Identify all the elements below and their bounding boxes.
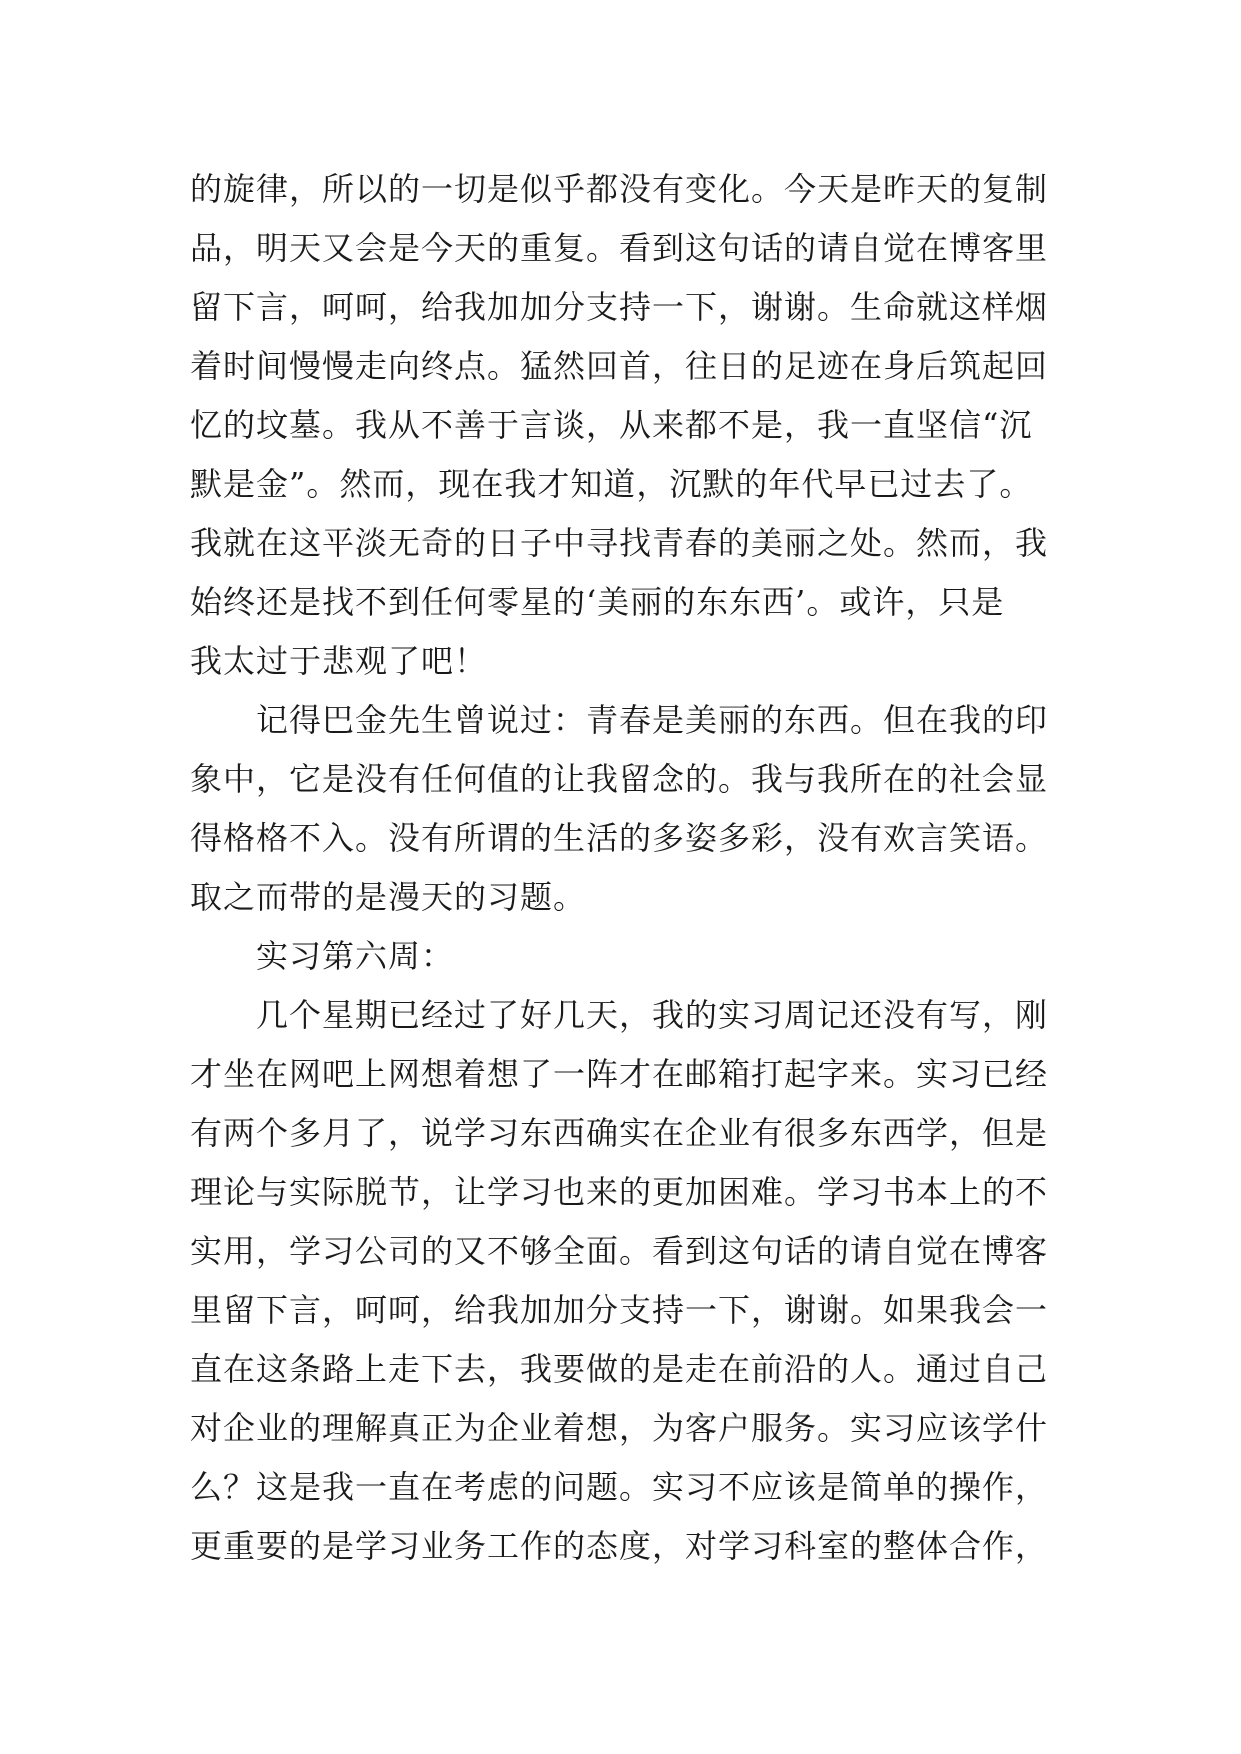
text-line: 的旋律，所以的一切是似乎都没有变化。今天是昨天的复制	[190, 170, 1049, 208]
text-line: 始终还是找不到任何零星的‘美丽的东东西’。或许，只是	[190, 583, 1005, 621]
text-line: 么？这是我一直在考虑的问题。实习不应该是简单的操作，	[190, 1468, 1049, 1506]
body-text	[190, 160, 1070, 1576]
text-line: 忆的坟墓。我从不善于言谈，从来都不是，我一直坚信“沉	[190, 406, 1033, 444]
paragraph-first-line: 几个星期已经过了好几天，我的实习周记还没有写，刚	[256, 996, 1049, 1034]
text-line: 理论与实际脱节，让学习也来的更加困难。学习书本上的不	[190, 1173, 1049, 1211]
text-line: 默是金”。然而，现在我才知道，沉默的年代早已过去了。	[190, 465, 1033, 503]
text-line: 象中，它是没有任何值的让我留念的。我与我所在的社会显	[190, 760, 1049, 798]
text-line: 我就在这平淡无奇的日子中寻找青春的美丽之处。然而，我	[190, 524, 1049, 562]
text-line: 留下言，呵呵，给我加加分支持一下，谢谢。生命就这样烟	[190, 288, 1049, 326]
text-line: 更重要的是学习业务工作的态度，对学习科室的整体合作，	[190, 1527, 1049, 1565]
text-line: 里留下言，呵呵，给我加加分支持一下，谢谢。如果我会一	[190, 1291, 1049, 1329]
text-line: 得格格不入。没有所谓的生活的多姿多彩，没有欢言笑语。	[190, 819, 1049, 857]
text-line: 我太过于悲观了吧！	[190, 642, 488, 680]
text-line: 才坐在网吧上网想着想了一阵才在邮箱打起字来。实习已经	[190, 1055, 1049, 1093]
text-line: 有两个多月了，说学习东西确实在企业有很多东西学，但是	[190, 1114, 1049, 1152]
text-line: 品，明天又会是今天的重复。看到这句话的请自觉在博客里	[190, 229, 1049, 267]
text-line: 对企业的理解真正为企业着想，为客户服务。实习应该学什	[190, 1409, 1049, 1447]
text-line: 取之而带的是漫天的习题。	[190, 878, 587, 916]
paragraph-first-line: 记得巴金先生曾说过：青春是美丽的东西。但在我的印	[256, 701, 1049, 739]
text-line: 实用，学习公司的又不够全面。看到这句话的请自觉在博客	[190, 1232, 1049, 1270]
text-line: 直在这条路上走下去，我要做的是走在前沿的人。通过自己	[190, 1350, 1049, 1388]
text-line: 着时间慢慢走向终点。猛然回首，往日的足迹在身后筑起回	[190, 347, 1049, 385]
section-heading: 实习第六周：	[256, 937, 455, 975]
